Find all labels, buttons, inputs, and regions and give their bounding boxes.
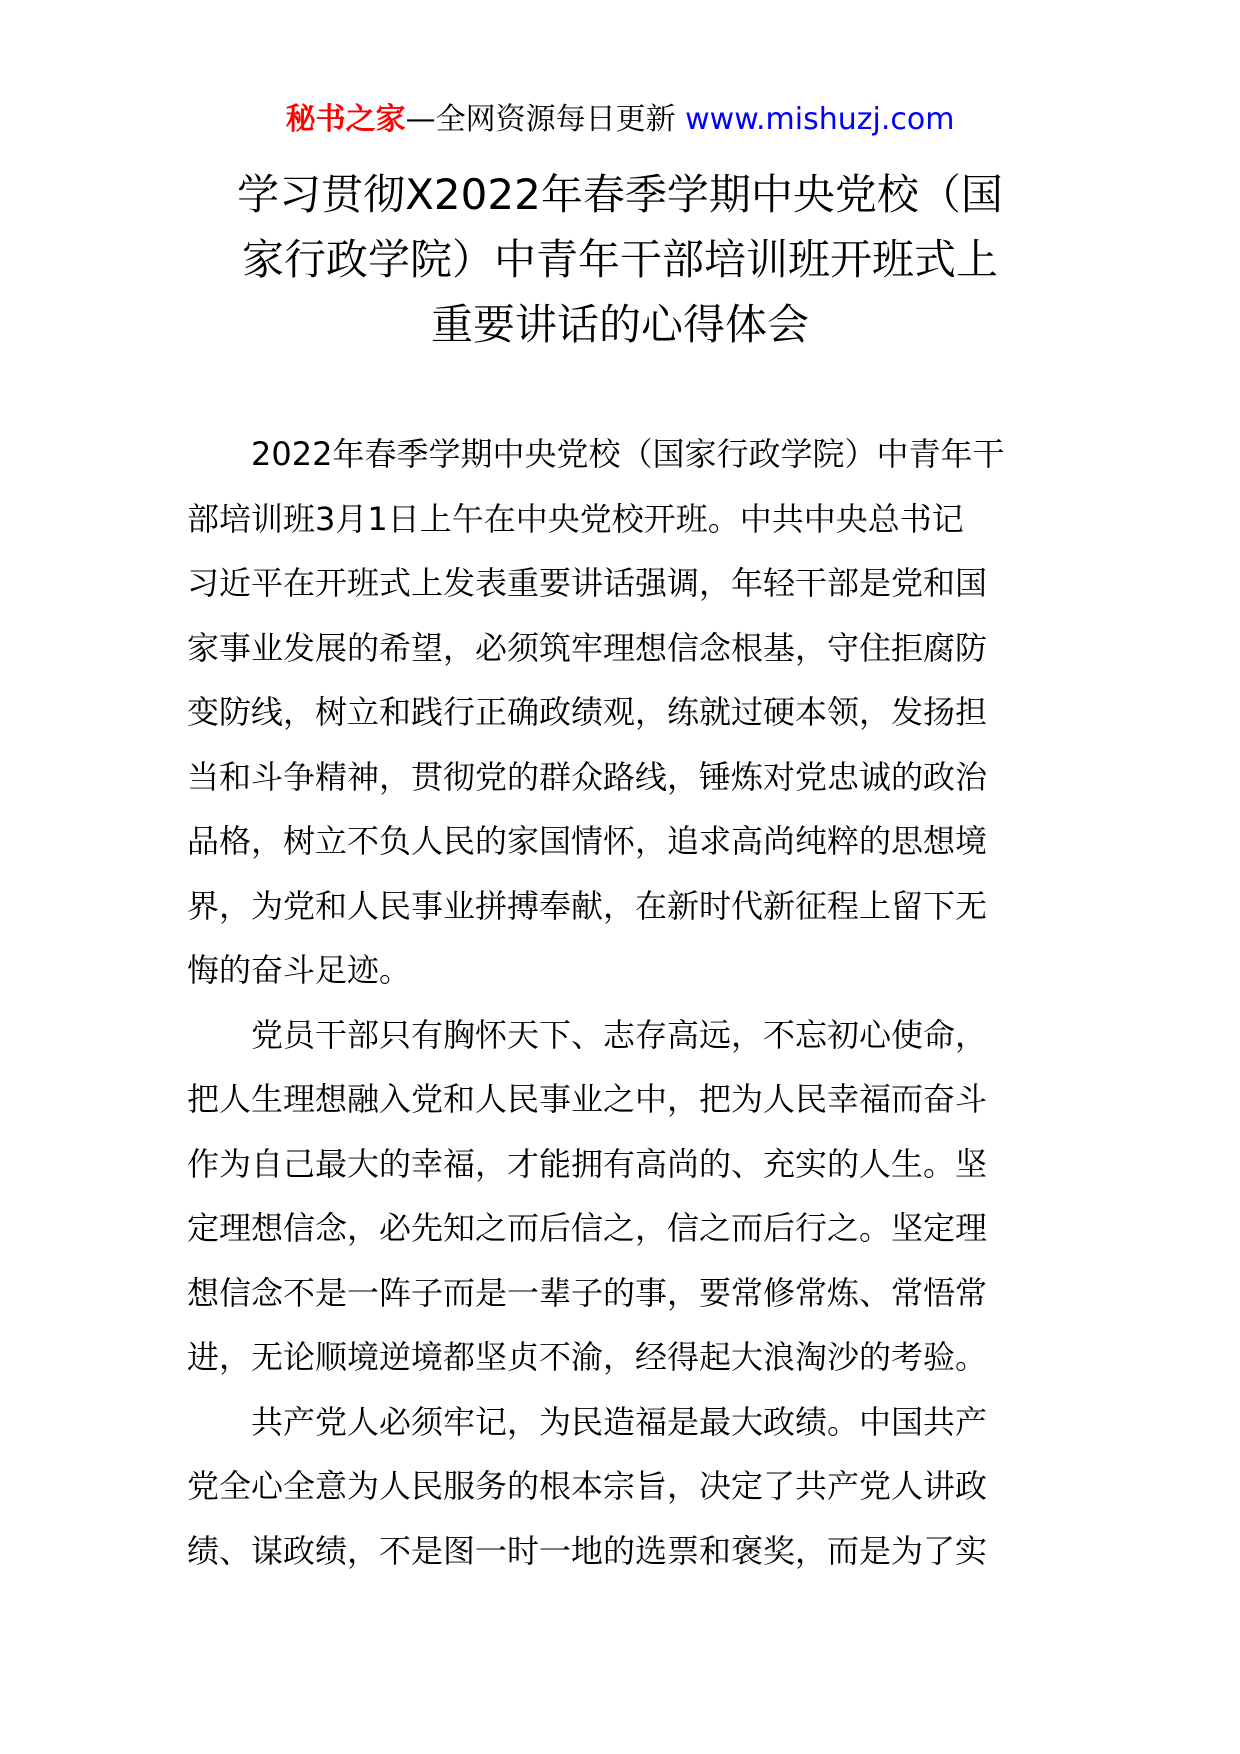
paragraph-line: 习近平在开班式上发表重要讲话强调，年轻干部是党和国: [187, 564, 988, 602]
paragraph-line: 党员干部只有胸怀天下、志存高远，不忘初心使命，: [187, 1015, 988, 1054]
title-line: 家行政学院）中青年干部培训班开班式上: [241, 235, 998, 284]
header-tagline: —全网资源每日更新: [405, 102, 676, 137]
document-title: [195, 162, 1045, 357]
paragraph-line: 悔的奋斗足迹。: [187, 951, 412, 989]
paragraph-line: 定理想信念，必先知之而后信之，信之而后行之。坚定理: [187, 1209, 988, 1247]
paragraph-line: 想信念不是一阵子而是一辈子的事，要常修常炼、常悟常: [187, 1273, 988, 1312]
paragraph-line: 变防线，树立和践行正确政绩观，练就过硬本领，发扬担: [187, 693, 988, 731]
document-body: [187, 422, 1055, 1583]
paragraph-line: 把人生理想融入党和人民事业之中，把为人民幸福而奋斗: [187, 1080, 988, 1118]
paragraph-line: 绩、谋政绩，不是图一时一地的选票和褒奖，而是为了实: [187, 1531, 988, 1570]
paragraph-line: 家事业发展的希望，必须筑牢理想信念根基，守住拒腐防: [187, 628, 988, 667]
title-line: 学习贯彻X2022年春季学期中央党校（国: [237, 170, 1003, 219]
paragraph-2: [187, 1003, 1055, 1390]
paragraph-line: 当和斗争精神，贯彻党的群众路线，锤炼对党忠诚的政治: [187, 757, 988, 796]
site-url-link[interactable]: www.mishuzj.com: [685, 102, 955, 137]
site-header: [0, 100, 1240, 140]
paragraph-3: [187, 1390, 1055, 1584]
paragraph-line: 品格，树立不负人民的家国情怀，追求高尚纯粹的思想境: [187, 822, 988, 860]
paragraph-line: 共产党人必须牢记，为民造福是最大政绩。中国共产: [187, 1402, 988, 1441]
title-line: 重要讲话的心得体会: [430, 300, 809, 349]
paragraph-line: 界，为党和人民事业拼搏奉献，在新时代新征程上留下无: [187, 886, 988, 925]
paragraph-line: 进，无论顺境逆境都坚贞不渝，经得起大浪淘沙的考验。: [187, 1338, 988, 1376]
paragraph-line: 党全心全意为人民服务的根本宗旨，决定了共产党人讲政: [187, 1467, 988, 1505]
brand-name: 秘书之家: [285, 102, 406, 137]
paragraph-line: 作为自己最大的幸福，才能拥有高尚的、充实的人生。坚: [187, 1144, 988, 1183]
paragraph-line: 2022年春季学期中央党校（国家行政学院）中青年干: [187, 435, 1005, 473]
paragraph-line: 部培训班3月1日上午在中央党校开班。中共中央总书记: [187, 499, 964, 538]
paragraph-1: [187, 422, 1055, 1003]
